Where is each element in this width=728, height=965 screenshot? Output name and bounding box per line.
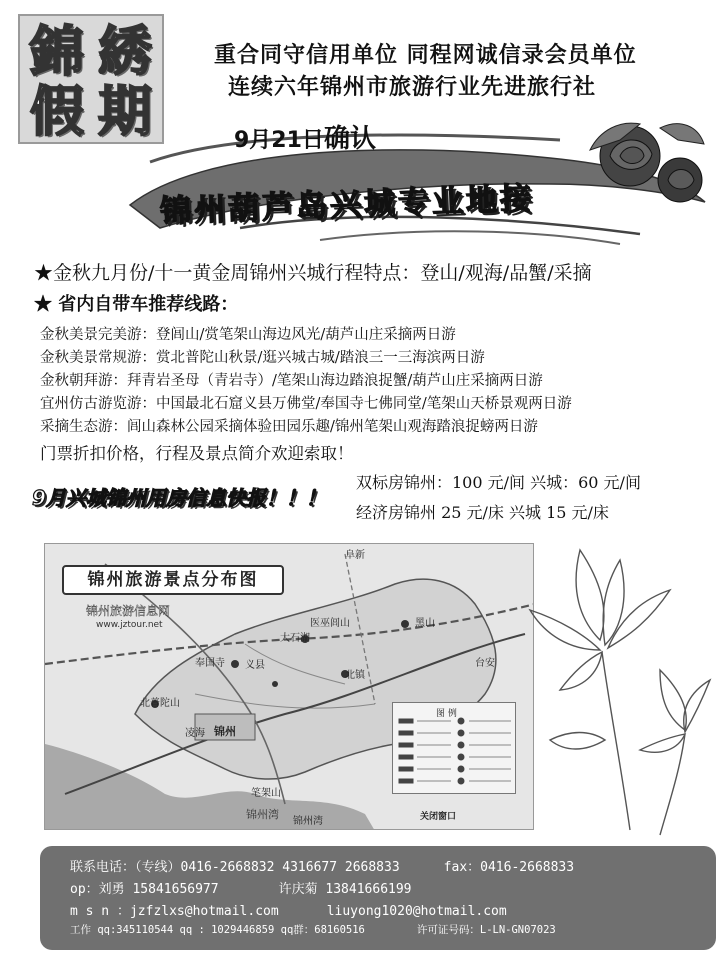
op-contact-2: 许庆菊 13841666199 <box>278 882 412 897</box>
intro-features: ★金秋九月份/十一黄金周锦州兴城行程特点：登山/观海/品蟹/采摘 <box>34 262 592 284</box>
confirm-date <box>234 118 376 155</box>
msn-email-1[interactable]: jzfzlxs@hotmail.com <box>129 904 279 919</box>
op-contact-1: op：刘勇 15841656977 <box>70 882 219 897</box>
route-item: 金秋朝拜游：拜青岩圣母（青岩寺）/笔架山海边踏浪捉蟹/葫芦山庄采摘两日游 <box>40 373 543 389</box>
logo-char: 期 <box>98 79 152 143</box>
map-place-label: 义县 <box>245 660 265 671</box>
flower-icon <box>520 540 720 840</box>
qq-numbers: 工作 qq:345110544 qq : 1029446859 qq群：68160516 <box>70 924 365 936</box>
room-standard-price: 双标房锦州：100 元/间 兴城：60 元/间 <box>356 473 641 492</box>
fax-number: fax：0416-2668833 <box>443 860 575 875</box>
map-place-label: 凌海 <box>185 728 205 739</box>
room-economy-price: 经济房锦州 25 元/床 兴城 15 元/床 <box>356 503 609 522</box>
route-item: 宜州仿古游览游：中国最北石窟义县万佛堂/奉国寺七佛同堂/笔架山天桥景观两日游 <box>40 396 572 412</box>
map-place-label: 笔架山 <box>251 788 281 799</box>
map-title: 锦州旅游景点分布图 <box>62 565 284 595</box>
footer-op-row <box>70 878 412 897</box>
phone-label: 联系电话：（专线） <box>70 860 181 875</box>
logo-char: 綉 <box>98 19 152 83</box>
confirm-word: 确认 <box>323 124 376 154</box>
route-item: 金秋美景常规游：赏北普陀山秋景/逛兴城古城/踏浪三一三海滨两日游 <box>40 350 485 366</box>
map-place-label: 大石湖 <box>280 633 310 644</box>
map-place-label: 锦州湾 <box>293 816 323 827</box>
map-place-label: 阜新 <box>345 550 365 561</box>
map-place-label: 北普陀山 <box>140 698 180 709</box>
route-item: 采摘生态游：闾山森林公园采摘体验田园乐趣/锦州笔架山观海踏浪捉螃两日游 <box>40 419 538 435</box>
license-number: 许可证号码：L-LN-GN07023 <box>416 924 556 936</box>
intro-routes-heading: ★ 省内自带车推荐线路： <box>34 294 239 315</box>
logo-char: 錦 <box>30 19 84 83</box>
ticket-note: 门票折扣价格，行程及景点简介欢迎索取！ <box>40 444 354 463</box>
map-close-label: 关闭窗口 <box>420 812 457 822</box>
legend-title: 图 例 <box>436 709 457 719</box>
map-site-name: 锦州旅游信息网 <box>86 604 171 618</box>
msn-label: m s n ： <box>70 904 130 919</box>
map-bay-label: 锦州湾 <box>246 808 279 821</box>
map-place-label: 黑山 <box>415 618 435 629</box>
footer-qq-row <box>70 922 556 937</box>
footer-phone-row <box>70 856 574 875</box>
map-place-label: 北镇 <box>345 670 365 681</box>
confirm-date-text: 9月21日 <box>234 128 324 153</box>
logo-char: 假 <box>30 79 84 143</box>
map-place-label: 台安 <box>475 658 495 669</box>
route-item: 金秋美景完美游：登闾山/赏笔架山海边风光/葫芦山庄采摘两日游 <box>40 327 456 343</box>
header-award: 连续六年锦州市旅游行业先进旅行社 <box>228 75 597 100</box>
map-city-label: 锦州 <box>214 725 236 738</box>
header-credentials: 重合同守信用单位 同程网诚信录会员单位 <box>214 43 637 68</box>
msn-email-2[interactable]: liuyong1020@hotmail.com <box>326 904 507 919</box>
footer-msn-row <box>70 900 507 919</box>
map-place-label: 奉国寺 <box>195 658 225 669</box>
map-url: www.jztour.net <box>96 620 163 630</box>
banner-title: 锦州葫芦岛兴城专业地接 <box>159 180 535 230</box>
phone-numbers: 0416-2668832 4316677 2668833 <box>180 860 400 875</box>
room-flash-title: 9月兴城锦州用房信息快报！！！ <box>32 486 326 510</box>
map-place-label: 医巫闾山 <box>310 618 350 629</box>
